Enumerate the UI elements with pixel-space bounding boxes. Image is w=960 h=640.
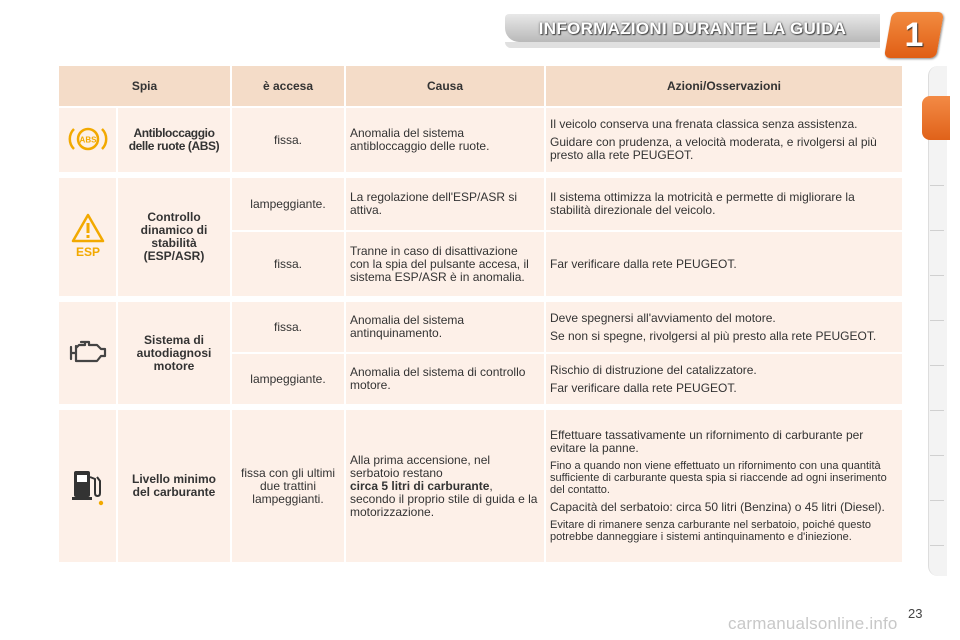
fuel-icon-cell: [59, 410, 116, 562]
chapter-tab-mark[interactable]: [930, 320, 944, 321]
engine-azione-4: Far verificare dalla rete PEUGEOT.: [550, 380, 737, 395]
chapter-tab-mark[interactable]: [930, 365, 944, 366]
engine-stato-1: fissa.: [232, 302, 344, 352]
header-spia: Spia: [59, 66, 230, 106]
esp-icon-cell: [59, 178, 116, 296]
engine-azioni-2: [546, 354, 902, 404]
esp-stato-2: fissa.: [232, 232, 344, 296]
abs-azione-2: Guidare con prudenza, a velocità moderata, e rivolgersi al più presto alla rete PEUGEOT.: [550, 135, 877, 162]
engine-azione-2: Se non si spegne, rivolgersi al più presto alla rete PEUGEOT.: [550, 328, 877, 343]
table-header-row: [59, 66, 902, 106]
abs-icon-cell: [59, 108, 116, 172]
row-separator: [59, 406, 902, 408]
esp-name: Controllo dinamico di stabilità (ESP/ASR): [118, 178, 230, 296]
fuel-azione-3: Capacità del serbatoio: circa 50 litri (Benzina) o 45 litri (Diesel).: [550, 500, 885, 514]
chapter-tab-mark[interactable]: [930, 410, 944, 411]
chapter-tab-mark[interactable]: [930, 275, 944, 276]
engine-azione-3: Rischio di distruzione del catalizzatore.: [550, 362, 757, 377]
engine-stato-2: lampeggiante.: [232, 354, 344, 404]
esp-azioni-1: Il sistema ottimizza la motricità e permette di migliorare la stabilità direzionale del veicolo.: [546, 178, 902, 230]
abs-name: Antibloccaggio delle ruote (ABS): [118, 108, 230, 172]
engine-causa-2: Anomalia del sistema di controllo motore.: [346, 354, 544, 404]
fuel-azione-1: Effettuare tassativamente un rifornimento di carburante per evitare la panne.: [550, 428, 864, 455]
fuel-name: Livello minimo del carburante: [118, 410, 230, 562]
row-separator: [59, 298, 902, 300]
esp-icon-label: ESP: [75, 244, 100, 259]
header-accesa: è accesa: [232, 66, 344, 106]
chapter-tab-mark[interactable]: [930, 500, 944, 501]
watermark: carmanualsonline.info: [728, 614, 898, 633]
fuel-causa-bold: circa 5 litri di carburante: [350, 478, 490, 493]
fuel-stato: fissa con gli ultimi due trattini lampeggianti.: [232, 410, 344, 562]
esp-stato-1: lampeggiante.: [232, 178, 344, 230]
table-row-abs: [59, 108, 902, 172]
fuel-azione-2: Fino a quando non viene effettuato un rifornimento con una quantità sufficiente di carburante questa spia si riaccende ad ogni inserimento del contatto.: [550, 460, 887, 496]
abs-stato: fissa.: [232, 108, 344, 172]
chapter-tab-mark[interactable]: [930, 230, 944, 231]
fuel-azioni: [546, 410, 902, 562]
page-title: INFORMAZIONI DURANTE LA GUIDA: [538, 19, 847, 38]
esp-azioni-2: Far verificare dalla rete PEUGEOT.: [546, 232, 902, 296]
esp-warning-icon: [70, 213, 106, 259]
engine-warning-icon: [67, 337, 109, 367]
engine-name: Sistema di autodiagnosi motore: [118, 302, 230, 404]
header-causa: Causa: [346, 66, 544, 106]
abs-azioni: [546, 108, 902, 172]
engine-icon-cell: [59, 302, 116, 404]
chapter-tab-mark[interactable]: [930, 185, 944, 186]
fuel-azione-4: Evitare di rimanere senza carburante nel serbatoio, poiché questo potrebbe danneggiare i sistemi antinquinamento e d'iniezione.: [550, 519, 872, 543]
header-azioni: Azioni/Osservazioni: [546, 66, 902, 106]
abs-azione-1: Il veicolo conserva una frenata classica senza assistenza.: [550, 117, 858, 131]
fuel-causa-text-1: Alla prima accensione, nel serbatoio restano: [350, 452, 491, 480]
fuel-pump-icon: [68, 463, 108, 507]
chapter-number: 1: [904, 16, 924, 54]
esp-causa-1: La regolazione dell'ESP/ASR si attiva.: [346, 178, 544, 230]
abs-warning-icon: [66, 124, 110, 154]
table-row-engine-1: [59, 302, 902, 352]
engine-causa-1: Anomalia del sistema antinquinamento.: [346, 302, 544, 352]
engine-azione-1: Deve spegnersi all'avviamento del motore.: [550, 310, 776, 325]
chapter-tab-mark[interactable]: [930, 455, 944, 456]
page-number: 23: [908, 606, 923, 621]
row-separator: [59, 174, 902, 176]
abs-causa: Anomalia del sistema antibloccaggio delle ruote.: [346, 108, 544, 172]
esp-causa-2: Tranne in caso di disattivazione con la spia del pulsante accesa, il sistema ESP/ASR è in anomalia.: [346, 232, 544, 296]
table-row-fuel: [59, 410, 902, 562]
header-stripe: [505, 42, 880, 48]
chapter-tab-active[interactable]: [922, 96, 950, 140]
warning-lights-table: [57, 64, 904, 564]
fuel-causa-text-2: , secondo il proprio stile di guida e la motorizzazione.: [350, 478, 538, 519]
engine-azioni-1: [546, 302, 902, 352]
abs-icon-label: ABS: [79, 135, 96, 144]
table-row-esp-1: [59, 178, 902, 230]
chapter-tab-mark[interactable]: [930, 545, 944, 546]
fuel-causa: [346, 410, 544, 562]
